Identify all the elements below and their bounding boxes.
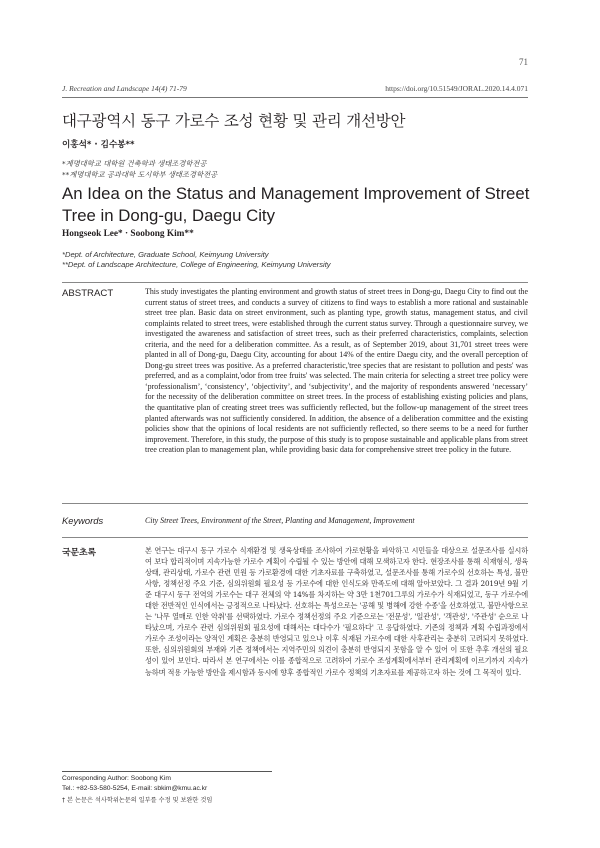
footnote-rule	[62, 771, 272, 772]
thesis-note: † 본 논문은 석사학위논문의 일부를 수정 및 보완한 것임	[62, 797, 213, 804]
affiliation-korean-2: **계명대학교 공과대학 도시학부 생태조경학전공	[62, 170, 218, 179]
korean-abstract-label: 국문초록	[62, 548, 96, 558]
authors-korean: 이홍석* · 김수봉**	[62, 140, 135, 150]
journal-header	[62, 84, 528, 93]
title-korean: 대구광역시 동구 가로수 조성 현황 및 관리 개선방안	[62, 112, 406, 130]
affiliation-korean-1: *계명대학교 대학원 건축학과 생태조경학전공	[62, 159, 207, 168]
keywords-top-rule	[62, 503, 528, 504]
affiliation-english-2: **Dept. of Landscape Architecture, College of Engineering, Keimyung University	[62, 260, 331, 269]
doi-link[interactable]: https://doi.org/10.51549/JORAL.2020.14.4.071	[385, 84, 528, 93]
abstract-text: This study investigates the planting environment and growth status of street trees in Dong-gu, Daegu City to find out the current status of street trees, and conducts a survey of citizens to find ways to establish a more rational and sustainable street tree plan. Basic data on street environment, such as planting type, growth status, management status, and civil complaints related to street trees, were established through the current status survey. Through a questionnaire survey, we investigated the awareness and satisfaction of street trees, such as their preferred characteristics, complaints, selection criteria, and the need for a deliberation committee. As a result, as of September 2019, about 31,701 street trees were planted in all of Dong-gu, Daegu City, accounting for about 14% of the entire Daegu city, and the overall perception of Dong-gu street trees was positive. As a preferred characteristic,'tree species that are resistant to pollution and pests' was preferred, and as a complaint,'odor from tree fruits' was selected. The main criteria for selecting a street tree policy were ‘professionalism’, ‘consistency’, ‘objectivity’, and ‘subjectivity’, and the majority of respondents answered ‘necessary’ for the necessity of the deliberation committee on street trees. In the process of establishing existing policies and plans, the quantitative plan of creating street trees was sufficiently reflected, but the follow-up management of the street trees planted afterwards was not sufficiently considered. In addition, the absence of a deliberation committee and the existing policies show that the opinions of local residents are not sufficiently reflected, so there seems to be a need for further improvement. Therefore, in this study, the purpose of this study is to propose sustainable and applicable plans from street tree creation plan to management plan, while providing basic data for comprehensive street tree policy in the future.	[145, 287, 528, 455]
affiliation-english-1: *Dept. of Architecture, Graduate School, Keimyung University	[62, 250, 269, 259]
author-contact: Tel.: +82-53-580-5254, E-mail: sbkim@kmu.ac.kr	[62, 785, 208, 792]
authors-english: Hongseok Lee* · Soobong Kim**	[62, 229, 194, 239]
keywords-text: City Street Trees, Environment of the Street, Planting and Management, Improvement	[145, 516, 415, 525]
keywords-bottom-rule	[62, 537, 528, 538]
keywords-label: Keywords	[62, 515, 104, 526]
abstract-label: ABSTRACT	[62, 288, 114, 299]
header-rule	[62, 97, 528, 98]
page-number: 71	[519, 57, 528, 67]
corresponding-author: Corresponding Author: Soobong Kim	[62, 775, 171, 782]
abstract-top-rule	[62, 282, 528, 283]
title-english: An Idea on the Status and Management Improvement of Street Tree in Dong-gu, Daegu City	[62, 184, 530, 225]
korean-abstract-text: 본 연구는 대구시 동구 가로수 식재환경 및 생육상태를 조사하여 가로현황을 파악하고 시민들을 대상으로 설문조사를 실시하여 보다 합리적이며 지속가능한 가로수 계획이 수립될 수 있는 방안에 대해 모색하고자 한다. 현장조사를 통해 식재형식, 생육상태, 관리상태, 가로수 관련 민원 등 가로환경에 대한 기초자료를 구축하였고, 설문조사를 통해 가로수의 선호하는 특성, 불만사항, 정책선정 주요 기준, 심의위원회 필요성 등 가로수에 대한 인식도와 만족도에 대해 알아보았다. 그 결과 2019년 9월 기준 대구시 동구 전역의 가로수는 대구 전체의 약 14%를 차지하는 약 3만 1천701그루의 가로수가 식재되었고, 동구 가로수에 대한 전반적인 인식에서는 긍정적으로 나타났다. 선호하는 특성으로는 '공해 및 병해에 강한 수종'을 선호하였고, 불만사항으로는 '나무 열매로 인한 악취'를 선택하였다. 가로수 정책선정의 주요 기준으로는 '전문성', '일관성', '객관성', '주관성' 순으로 나타났으며, 가로수 관련 심의위원회 필요성에 대해서는 대다수가 '필요하다' 고 응답하였다. 기존의 정책과 계획 수립과정에서 가로수 조성이라는 양적인 계획은 충분히 반영되고 있으나 이후 식재된 가로수에 대한 사후관리는 충분히 고려되지 못하였다. 또한, 심의위원회의 부재와 기존 정책에서는 지역주민의 의견이 충분히 반영되지 못함을 알 수 있어 이 또한 추후 개선의 필요성이 있어 보인다. 따라서 본 연구에서는 이를 종합적으로 고려하여 가로수 조성계획에서부터 관리계획에 이르기까지 지속가능하며 적용 가능한 방안을 제시함과 동시에 향후 종합적인 가로수 정책의 기초자료를 제공하고자 하는 것에 그 목적이 있다.	[145, 546, 528, 677]
journal-citation: J. Recreation and Landscape 14(4) 71-79	[62, 84, 187, 93]
